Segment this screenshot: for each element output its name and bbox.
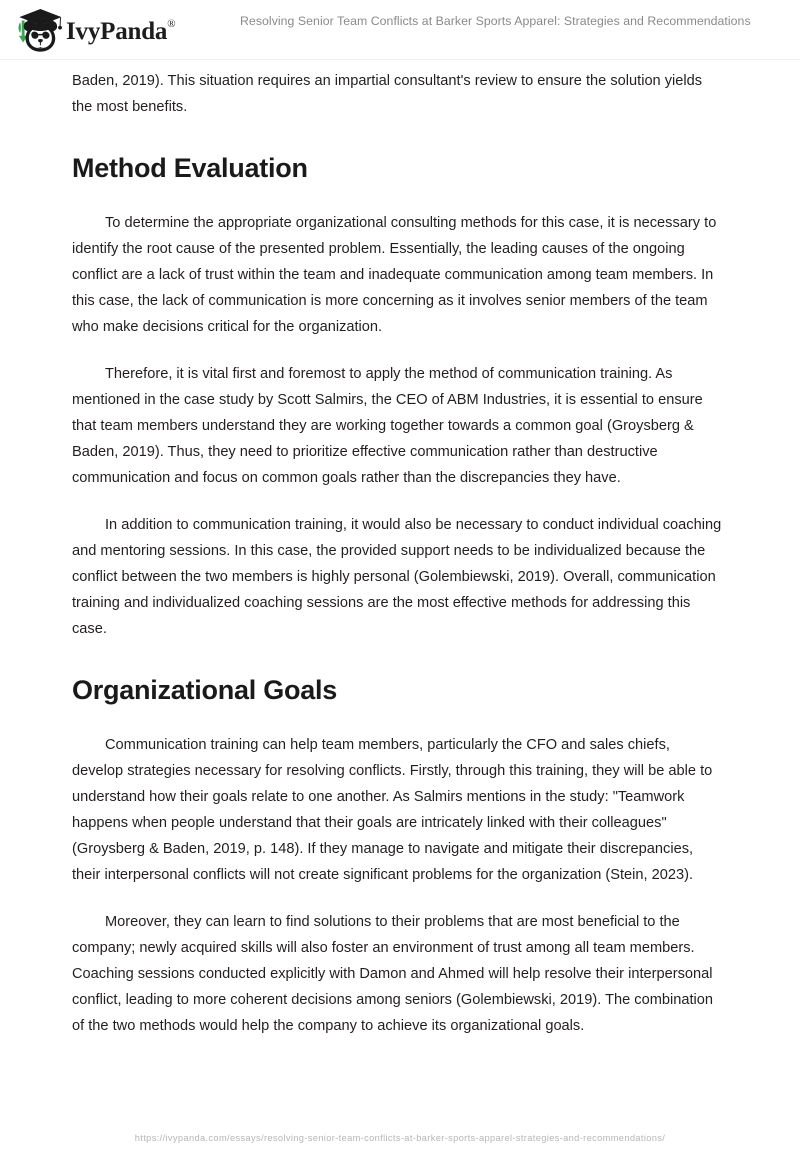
page-header <box>0 0 800 60</box>
spacer <box>72 642 722 673</box>
paragraph-continued: Baden, 2019). This situation requires an impartial consultant's review to ensure the solution yields the most benefits. <box>72 73 703 115</box>
spacer <box>72 120 722 151</box>
section-heading-method-evaluation: Method Evaluation <box>72 153 308 183</box>
header-divider <box>0 59 800 60</box>
paragraph: To determine the appropriate organizational consulting methods for this case, it is necessary to identify the root cause of the presented problem. Essentially, the leading causes of the ongoing conflict are a lack of trust within the team and inadequate communication among team members. In this case, the lack of communication is more concerning as it involves senior members of the team who make decisions critical for the organization. <box>72 215 717 335</box>
spacer <box>72 340 722 361</box>
brand-logo[interactable] <box>14 8 175 54</box>
registered-mark: ® <box>167 18 176 31</box>
page-title: Resolving Senior Team Conflicts at Barker Sports Apparel: Strategies and Recommendations <box>240 14 751 28</box>
spacer <box>72 185 722 210</box>
paragraph: Moreover, they can learn to find solutions to their problems that are most beneficial to the company; newly acquired skills will also foster an environment of trust among all team members. Coaching sessions conducted explicitly with Damon and Ahmed will help resolve their interpersonal conflict, leading to more coherent decisions among seniors (Golembiewski, 2019). The combination of the two methods would help the company to achieve its organizational goals. <box>72 914 714 1034</box>
paragraph: In addition to communication training, it would also be necessary to conduct individual coaching and mentoring sessions. In this case, the provided support needs to be individualized because the conflict between the two members is highly personal (Golembiewski, 2019). Overall, communication training and individualized coaching sessions are the most effective methods for addressing this case. <box>72 517 722 637</box>
paragraph: Communication training can help team members, particularly the CFO and sales chiefs, develop strategies necessary for resolving conflicts. Firstly, through this training, they will be able to understand how their goals relate to one another. As Salmirs mentions in the study: "Teamwork happens when people understand that their goals are intricately linked with their colleagues" (Groysberg & Baden, 2019, p. 148). If they manage to navigate and mitigate their discrepancies, their interpersonal conflicts will not create significant problems for the organization (Stein, 2023). <box>72 737 713 883</box>
source-url-link[interactable]: https://ivypanda.com/essays/resolving-senior-team-conflicts-at-barker-sports-apparel-strategies-and-recommendations/ <box>134 1133 666 1143</box>
document-body <box>72 68 722 1039</box>
brand-name: IvyPanda <box>66 17 168 45</box>
spacer <box>72 888 722 909</box>
page-footer <box>0 1128 800 1146</box>
spacer <box>72 707 722 732</box>
section-heading-organizational-goals: Organizational Goals <box>72 675 338 705</box>
panda-graduate-icon <box>14 8 62 54</box>
paragraph: Therefore, it is vital first and foremost to apply the method of communication training. As mentioned in the case study by Scott Salmirs, the CEO of ABM Industries, it is essential to ensure that team members understand they are working together towards a common goal (Groysberg & Baden, 2019). Thus, they need to prioritize effective communication rather than destructive communication and focus on common goals rather than the discrepancies they have. <box>72 366 703 486</box>
brand-wordmark <box>66 19 175 44</box>
spacer <box>72 491 722 512</box>
